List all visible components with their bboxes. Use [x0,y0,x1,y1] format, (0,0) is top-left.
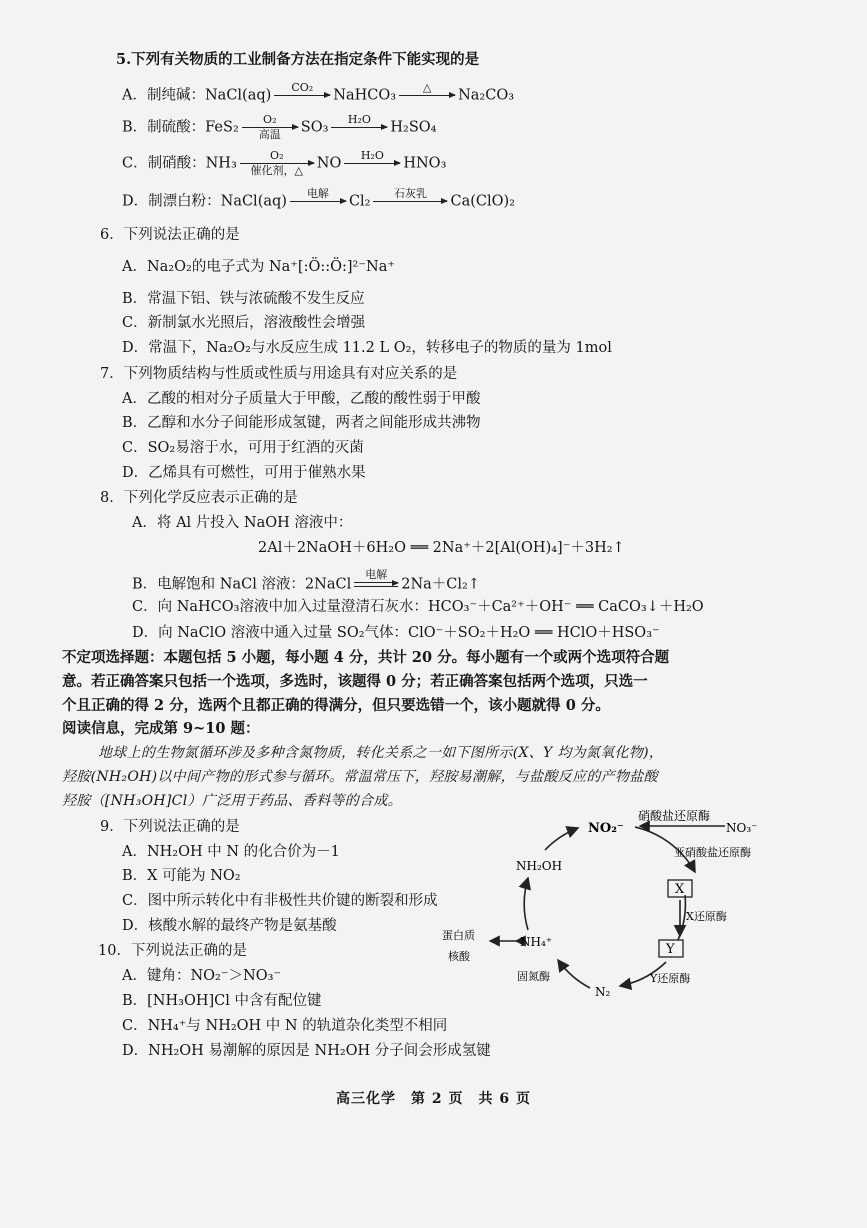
q5-c-s3: HNO₃ [403,155,447,172]
q8-option-c: C．向 NaHCO₃溶液中加入过量澄清石灰水：HCO₃⁻＋Ca²⁺＋OH⁻ ══ CaCO₃↓＋H₂O [132,599,704,615]
label-y: Y [666,942,675,957]
q5-a-arrow2: △ [399,82,455,109]
instruction-line-1: 不定项选择题：本题包括 5 小题，每小题 4 分，共计 20 分。每小题有一个或两个选项符合题 [62,649,670,666]
q5-c-s1: NH₃ [205,155,237,172]
label-nh2oh: NH₂OH [516,859,563,873]
passage-line-2: 羟胺(NH₂OH)以中间产物的形式参与循环。常温常压下，羟胺易潮解，与盐酸反应的产物盐酸 [62,769,658,785]
q5-d-arrow2: 石灰乳 [373,188,447,215]
q7-stem: 7．下列物质结构与性质或性质与用途具有对应关系的是 [100,366,458,382]
q5-b-label: B．制硫酸： [122,119,206,136]
q8-stem: 8．下列化学反应表示正确的是 [100,490,298,506]
q8-b-condition: 电解 [354,569,398,600]
q10-option-d: D．NH₂OH 易潮解的原因是 NH₂OH 分子间会形成氢键 [122,1043,491,1059]
q9-option-a: A．NH₂OH 中 N 的化合价为－1 [122,844,340,860]
q6-option-b: B．常温下铝、铁与浓硫酸不发生反应 [122,291,365,307]
arc-left [524,878,528,930]
q8-option-d: D．向 NaClO 溶液中通入过量 SO₂气体：ClO⁻＋SO₂＋H₂O ══ HClO＋HSO₃⁻ [132,625,660,641]
q5-a-s3: Na₂CO₃ [458,87,515,104]
q5-a-arrow1: CO₂ [274,82,330,109]
q5-c-arrow2: H₂O [344,150,400,177]
q10-option-b: B．[NH₃OH]Cl 中含有配位键 [122,993,322,1009]
q5-b-arrow2: H₂O [331,114,387,141]
instruction-line-2: 意。若正确答案只包括一个选项，多选时，该题得 0 分；若正确答案包括两个选项，只选一 [62,673,648,690]
q5-b-s1: FeS₂ [205,119,239,136]
q7-option-d: D．乙烯具有可燃性，可用于催熟水果 [122,465,366,481]
label-nitrate-reductase: 硝酸盐还原酶 [638,809,711,823]
q5-d-arrow1: 电解 [290,188,346,215]
q9-option-b: B．X 可能为 NO₂ [122,868,241,884]
instruction-line-3: 个且正确的得 2 分，选两个且都正确的得满分，但只要选错一个，该小题就得 0 分。 [62,697,610,714]
label-y-reductase: Y还原酶 [650,972,691,985]
q5-a-label: A．制纯碱： [122,87,205,104]
q5-d-s3: Ca(ClO)₂ [450,193,515,210]
q7-option-c: C．SO₂易溶于水，可用于红酒的灭菌 [122,440,364,456]
q10-option-a: A．键角：NO₂⁻＞NO₃⁻ [122,968,282,984]
reading-title: 阅读信息，完成第 9~10 题： [62,720,260,737]
q5-stem: 5.下列有关物质的工业制备方法在指定条件下能实现的是 [116,51,480,68]
q6-option-d: D．常温下，Na₂O₂与水反应生成 11.2 L O₂，转移电子的物质的量为 1mol [122,340,612,356]
q10-stem: 10．下列说法正确的是 [98,943,247,959]
q5-c-s2: NO [316,155,342,172]
arc-right [678,895,685,940]
q5-b-arrow1: O₂ 高温 [242,114,298,141]
passage-line-1: 地球上的生物氮循环涉及多种含氮物质，转化关系之一如下图所示(X、Y 均为氮氧化物)， [98,745,664,761]
q8-b-post: 2Na＋Cl₂↑ [401,576,480,593]
label-nitrite-reductase: 亚硝酸盐还原酶 [674,846,751,859]
q5-a-s1: NaCl(aq) [204,87,272,104]
arc-top-left [545,828,578,850]
q5-c-arrow1: O₂ 催化剂，△ [240,150,314,177]
q8-option-b [132,569,480,600]
q5-c-label: C．制硝酸： [122,155,206,172]
q7-option-b: B．乙醇和水分子间能形成氢键，两者之间能形成共沸物 [122,415,481,431]
q6-option-c: C．新制氯水光照后，溶液酸性会增强 [122,315,366,331]
q9-option-d: D．核酸水解的最终产物是氨基酸 [122,918,337,934]
q5-option-c [122,150,446,177]
arc-bottom-left [558,960,590,988]
q5-d-label: D．制漂白粉： [122,193,221,210]
q5-b-s3: H₂SO₄ [390,119,437,136]
label-no2: NO₂⁻ [588,821,624,836]
label-no3: NO₃⁻ [726,821,758,835]
label-nitrogenase: 固氮酶 [517,970,550,983]
q10-option-c: C．NH₄⁺与 NH₂OH 中 N 的轨道杂化类型不相同 [122,1018,448,1034]
page-footer: 高三化学 第 2 页 共 6 页 [336,1091,531,1107]
q5-d-s1: NaCl(aq) [220,193,287,210]
q9-option-c: C．图中所示转化中有非极性共价键的断裂和形成 [122,893,438,909]
q5-option-a [122,82,514,109]
q5-option-d [122,188,515,215]
q5-a-s2: NaHCO₃ [333,87,397,104]
q6-option-a: A．Na₂O₂的电子式为 Na⁺[:Ö::Ö:]²⁻Na⁺ [122,259,395,275]
nitrogen-cycle-diagram [440,800,770,1000]
label-x: X [675,882,685,897]
passage-line-3: 羟胺（[NH₃OH]Cl）广泛用于药品、香料等的合成。 [62,793,402,809]
q5-option-b [122,114,437,141]
q9-stem: 9．下列说法正确的是 [100,819,240,835]
q8-option-a-equation: 2Al＋2NaOH＋6H₂O ══ 2Na⁺＋2[Al(OH)₄]⁻＋3H₂↑ [258,540,625,556]
label-nh4: NH₄⁺ [520,935,553,949]
q5-d-s2: Cl₂ [348,193,371,210]
q8-option-a: A．将 Al 片投入 NaOH 溶液中： [132,515,353,531]
q6-stem: 6．下列说法正确的是 [100,227,240,243]
label-protein: 蛋白质 [442,929,475,942]
q7-option-a: A．乙酸的相对分子质量大于甲酸，乙酸的酸性弱于甲酸 [122,391,481,407]
label-x-reductase: X还原酶 [686,910,727,923]
label-n2: N₂ [595,985,611,999]
q5-b-s2: SO₃ [300,119,329,136]
label-nucleic-acid: 核酸 [448,950,470,963]
q8-b-pre: B．电解饱和 NaCl 溶液：2NaCl [132,576,352,593]
